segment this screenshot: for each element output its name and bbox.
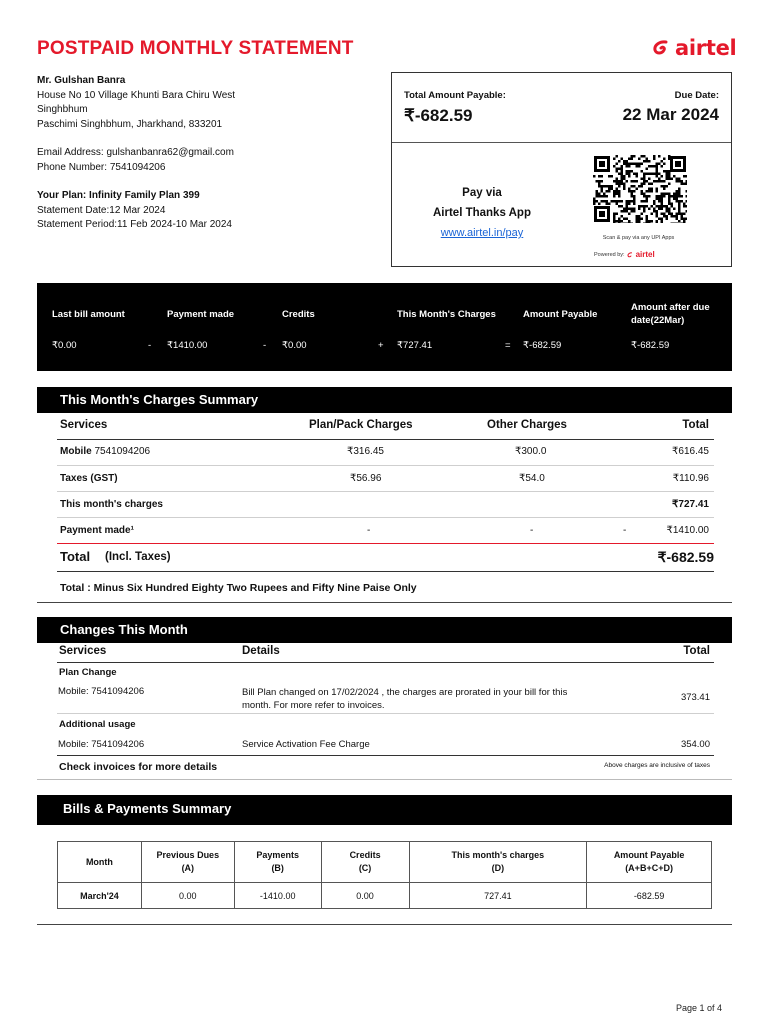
check-invoices-text: Check invoices for more details <box>59 761 218 773</box>
inclusive-taxes-note: Above charges are inclusive of taxes <box>604 762 710 769</box>
col-amount-payable <box>587 842 712 883</box>
credits-value: ₹0.00 <box>282 340 307 351</box>
col-credits <box>321 842 409 883</box>
customer-name: Mr. Gulshan Banra <box>37 75 126 86</box>
bills-payments-table <box>57 841 712 909</box>
airtel-small-swirl-icon <box>627 252 634 258</box>
col-amount-payable-label: Amount Payable <box>613 850 685 860</box>
grand-total-suffix: (Incl. Taxes) <box>105 551 171 563</box>
address-line-2: Singhbhum <box>37 104 88 115</box>
amount-payable-header: Amount Payable <box>523 309 598 320</box>
month-charges-header: This Month's Charges <box>397 309 496 320</box>
month-cell: March'24 <box>58 883 142 909</box>
payment-minus: - <box>623 525 627 536</box>
due-date-value: 22 Mar 2024 <box>622 105 719 124</box>
table-row <box>58 883 712 909</box>
col-payments-label: Payments <box>256 850 299 860</box>
powered-by-label: Powered by: <box>594 251 625 258</box>
row-total: ₹616.45 <box>672 446 709 457</box>
statement-title: POSTPAID MONTHLY STATEMENT <box>37 38 354 59</box>
changes-header: Changes This Month <box>37 617 732 643</box>
address-line-1: House No 10 Village Khunti Bara Chiru West <box>37 89 236 101</box>
plan-change-label: Plan Change <box>59 667 117 678</box>
service-name: Mobile <box>60 446 92 457</box>
col-plan-pack: Plan/Pack Charges <box>309 419 413 431</box>
airtel-logo <box>652 36 736 60</box>
bills-table-header <box>58 842 712 883</box>
col-month-label: Month <box>85 856 113 867</box>
payment-plan-dash: - <box>367 525 371 536</box>
after-due-header: Amount after due date(22Mar) <box>631 302 710 326</box>
col-services: Services <box>59 645 107 657</box>
col-previous-dues-code: (A) <box>181 863 195 873</box>
col-total: Total <box>683 645 710 657</box>
previous-dues-cell: 0.00 <box>141 883 234 909</box>
col-month-charges-code: (D) <box>491 863 505 873</box>
additional-detail: Service Activation Fee Charge <box>242 739 370 750</box>
op-minus-1: - <box>148 340 152 351</box>
col-amount-payable-code: (A+B+C+D) <box>625 863 673 873</box>
pay-via-text: Pay via <box>462 187 502 199</box>
phone-number: Phone Number: 7541094206 <box>37 161 166 173</box>
last-bill-value: ₹0.00 <box>52 340 77 351</box>
due-date-label: Due Date: <box>674 90 719 101</box>
col-month-charges-label: This month's charges <box>451 850 545 860</box>
month-charges-label: This month's charges <box>60 499 163 510</box>
month-charges-total: ₹727.41 <box>672 499 709 510</box>
col-previous-dues-label: Previous Dues <box>156 850 220 860</box>
powered-by <box>594 250 655 259</box>
service-number: 7541094206 <box>91 446 151 457</box>
row-total: ₹110.96 <box>672 473 709 484</box>
email-address: Email Address: gulshanbanra62@gmail.com <box>37 147 234 158</box>
address-line-3: Paschimi Singhbhum, Jharkhand, 833201 <box>37 118 223 130</box>
pay-via-block <box>422 183 542 243</box>
statement-date: Statement Date:12 Mar 2024 <box>37 204 166 216</box>
airtel-swirl-icon <box>652 40 672 56</box>
pay-via-app: Airtel Thanks App <box>433 207 531 219</box>
col-services: Services <box>60 419 108 431</box>
service-name: Taxes (GST) <box>60 473 118 484</box>
grand-total-label: Total <box>60 549 91 564</box>
col-payments-code: (B) <box>271 863 284 873</box>
bill-summary-bar <box>37 283 732 371</box>
credits-header: Credits <box>282 309 315 320</box>
payment-other-dash: - <box>530 525 534 536</box>
additional-usage-label: Additional usage <box>59 719 136 730</box>
col-details: Details <box>242 645 280 657</box>
customer-info <box>37 74 235 233</box>
total-in-words-text: Total : Minus Six Hundred Eighty Two Rupees and Fifty Nine Paise Only <box>60 582 417 594</box>
col-payments <box>234 842 321 883</box>
plan-change-service: Mobile: 7541094206 <box>58 686 145 697</box>
airtel-logo-text: airtel <box>675 36 737 60</box>
plan-change-total: 373.41 <box>680 692 710 703</box>
bills-payments-header: Bills & Payments Summary <box>37 795 732 825</box>
charges-summary-header: This Month's Charges Summary <box>37 387 732 413</box>
payment-made-total: ₹1410.00 <box>666 525 709 536</box>
col-other: Other Charges <box>487 419 567 431</box>
pay-link[interactable]: www.airtel.in/pay <box>440 227 524 239</box>
col-credits-code: (C) <box>358 863 372 873</box>
col-month <box>58 842 142 883</box>
total-amount-label: Total Amount Payable: <box>404 90 506 101</box>
last-bill-header: Last bill amount <box>52 309 125 320</box>
col-credits-label: Credits <box>349 850 381 860</box>
payment-made-header: Payment made <box>167 309 235 320</box>
payment-box <box>391 72 732 267</box>
statement-period: Statement Period:11 Feb 2024-10 Mar 2024 <box>37 219 232 230</box>
op-minus-2: - <box>263 340 267 351</box>
col-previous-dues <box>141 842 234 883</box>
col-total: Total <box>682 419 709 431</box>
month-charges-value: ₹727.41 <box>397 340 433 351</box>
op-plus: + <box>378 340 384 351</box>
col-month-charges <box>409 842 587 883</box>
payment-made-label: Payment made¹ <box>60 525 134 536</box>
payments-cell: -1410.00 <box>234 883 321 909</box>
qr-code-icon[interactable] <box>593 155 687 223</box>
amount-payable-value: ₹-682.59 <box>523 340 562 351</box>
grand-total-value: ₹-682.59 <box>657 549 714 565</box>
credits-cell: 0.00 <box>321 883 409 909</box>
plan-change-detail-1: Bill Plan changed on 17/02/2024 , the charges are prorated in your bill for this <box>242 687 568 698</box>
payment-made-value: ₹1410.00 <box>167 340 208 351</box>
additional-service: Mobile: 7541094206 <box>58 739 145 750</box>
plan-change-detail-2: month. For more refer to invoices. <box>242 700 385 711</box>
other-charges: ₹54.0 <box>519 473 545 484</box>
plan-charges: ₹56.96 <box>350 473 382 484</box>
other-charges: ₹300.0 <box>515 446 547 457</box>
amount-payable-cell: -682.59 <box>587 883 712 909</box>
plan-charges: ₹316.45 <box>347 446 384 457</box>
page-number: Page 1 of 4 <box>676 1003 723 1013</box>
scan-text: Scan & pay via any UPI Apps <box>602 235 675 241</box>
after-due-value: ₹-682.59 <box>631 340 670 351</box>
total-amount-value: ₹-682.59 <box>404 106 473 125</box>
additional-total: 354.00 <box>680 739 710 750</box>
plan-change-details <box>242 686 567 712</box>
powered-brand: airtel <box>635 250 655 259</box>
plan-name: Your Plan: Infinity Family Plan 399 <box>37 190 200 201</box>
op-equals: = <box>505 340 511 351</box>
charges-table-header <box>57 419 714 435</box>
month-charges-cell: 727.41 <box>409 883 587 909</box>
